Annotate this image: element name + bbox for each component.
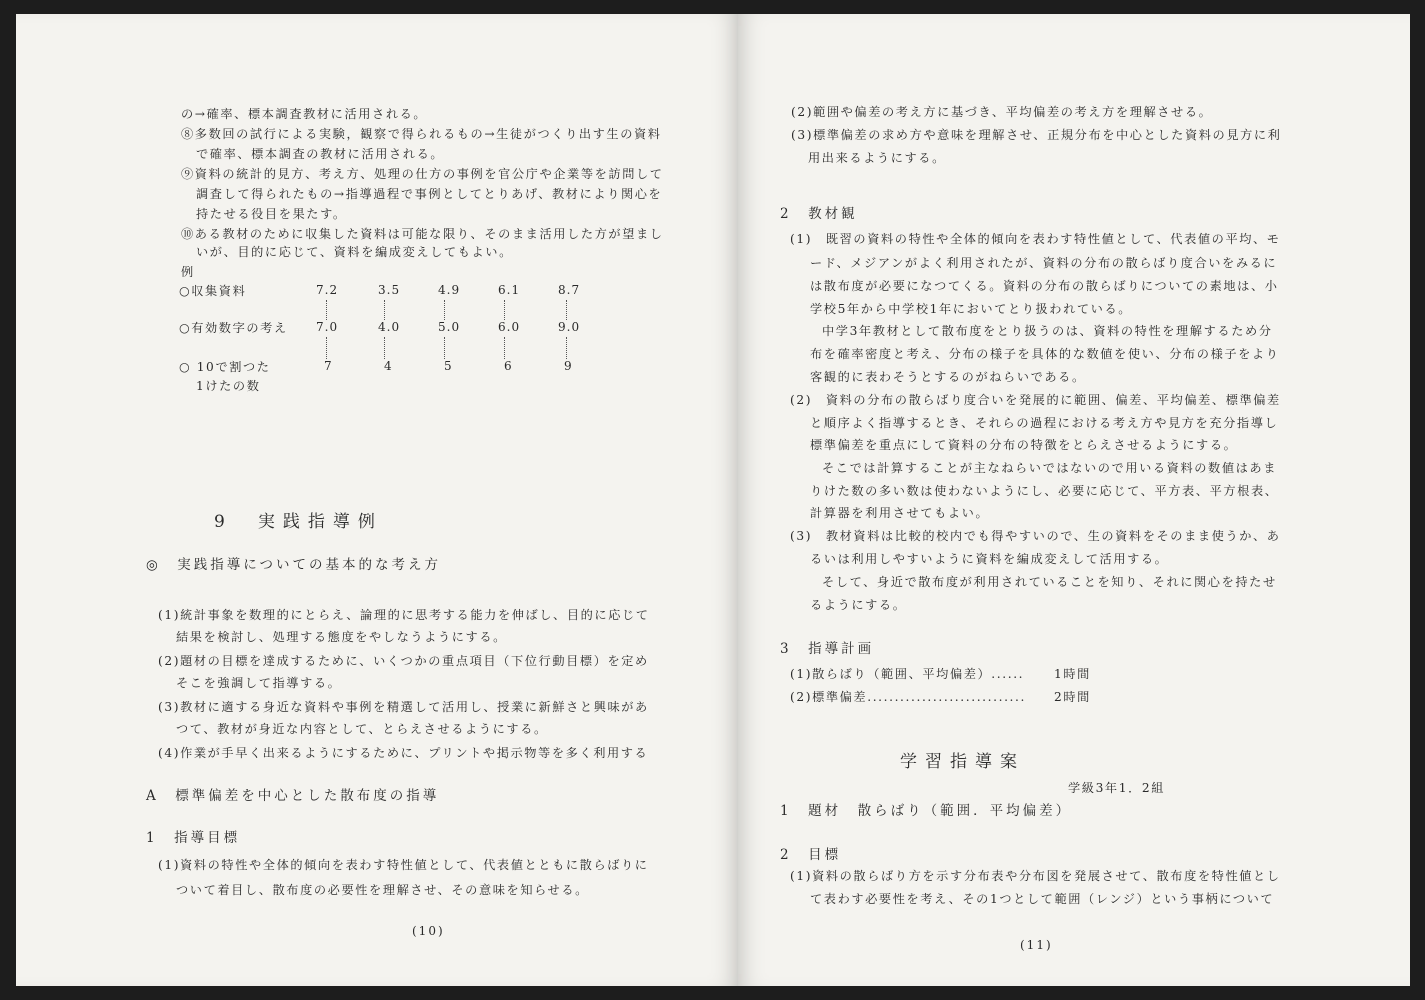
- text-line: (1) 既習の資料の特性や全体的傾向を表わす特性値として、代表値の平均、モ: [790, 232, 1281, 246]
- dotted-connector: [444, 300, 445, 320]
- text-line: るようにする。: [810, 598, 907, 612]
- row-label: ○有効数字の考え: [179, 321, 288, 335]
- heading-1: 1 指導目標: [146, 830, 241, 846]
- plan-hours: 1時間: [1054, 667, 1091, 681]
- dotted-connector: [504, 337, 505, 359]
- text-line: るいは利用しやすいように資料を編成変えして活用する。: [810, 552, 1169, 566]
- text-line: そこでは計算することが主なねらいではないので用いる資料の数値はあま: [822, 461, 1277, 475]
- value-cell: 3.5: [378, 283, 401, 297]
- text-line: そして、身近で散布度が利用されていることを知り、それに関心を持たせ: [822, 575, 1277, 589]
- text-line: (3)標準偏差の求め方や意味を理解させ、正規分布を中心とした資料の見方に利: [791, 128, 1282, 142]
- text-line: は散布度が必要になつてくる。資料の分布の散らばりについての素地は、小: [810, 279, 1279, 293]
- text-line: 学校5年から中学校1年においてとり扱われている。: [810, 302, 1133, 316]
- value-cell: 4.9: [438, 283, 461, 297]
- text-line: いが、目的に応じて、資料を編成変えしてもよい。: [196, 245, 513, 259]
- text-line: ついて着目し、散布度の必要性を理解させ、その意味を知らせる。: [176, 883, 589, 897]
- heading-a: A 標準偏差を中心とした散布度の指導: [146, 788, 440, 804]
- text-line: 用出来るようにする。: [808, 151, 946, 165]
- text-line: つて、教材が身近な内容として、とらえさせるようにする。: [176, 722, 548, 736]
- text-line: ⑧多数回の試行による実験，観察で得られるもの→生徒がつくり出す生の資料: [181, 127, 662, 141]
- value-cell: 5: [444, 359, 453, 373]
- text-line: (1)資料の特性や全体的傾向を表わす特性値として、代表値とともに散らばりに: [158, 858, 649, 872]
- text-line: 例: [181, 265, 195, 279]
- value-cell: 7: [324, 359, 333, 373]
- text-line: (3)教材に適する身近な資料や事例を精選して活用し、授業に新鮮さと興味があ: [158, 700, 649, 714]
- value-cell: 8.7: [558, 283, 581, 297]
- plan-title: 学習指導案: [900, 752, 1025, 772]
- text-line: そこを強調して指導する。: [176, 676, 342, 690]
- text-line: 中学3年教材として散布度をとり扱うのは、資料の特性を理解するため分: [822, 324, 1273, 338]
- value-cell: 9.0: [558, 320, 581, 334]
- heading-goal: 2 目標: [780, 847, 842, 863]
- row-label: ○ 10で割つた: [179, 360, 271, 374]
- text-line: で確率、標本調査の教材に活用される。: [196, 147, 445, 161]
- text-line: 結果を検討し、処理する態度をやしなうようにする。: [176, 630, 507, 644]
- topic-line: 1 題材 散らばり（範囲．平均偏差）: [780, 803, 1073, 819]
- value-cell: 4.0: [378, 320, 401, 334]
- text-line: 布を確率密度と考え、分布の様子を具体的な数値を使い、分布の様子をより: [810, 347, 1280, 361]
- text-line: 客観的に表わそうとするのがねらいである。: [810, 370, 1086, 384]
- dotted-connector: [326, 337, 327, 359]
- plan-hours: 2時間: [1054, 690, 1091, 704]
- dotted-connector: [326, 300, 327, 320]
- text-line: 調査して得られたもの→指導過程で事例としてとりあげ、教材により関心を: [196, 187, 663, 201]
- dotted-connector: [384, 337, 385, 359]
- value-cell: 9: [564, 359, 573, 373]
- text-line: 計算器を利用させてもよい。: [810, 506, 990, 520]
- left-page: [16, 14, 738, 986]
- value-cell: 7.0: [316, 320, 339, 334]
- text-line: ⑩ある教材のために収集した資料は可能な限り、そのまま活用した方が望まし: [181, 227, 664, 241]
- value-cell: 6.0: [498, 320, 521, 334]
- value-cell: 6: [504, 359, 513, 373]
- text-line: の→確率、標本調査教材に活用される。: [181, 107, 428, 121]
- text-line: 持たせる役目を果たす。: [196, 207, 347, 221]
- value-cell: 4: [384, 359, 393, 373]
- page-number: (11): [1020, 938, 1053, 952]
- text-line: (1)統計事象を数理的にとらえ、論理的に思考する能力を伸ばし、目的に応じて: [158, 608, 650, 622]
- dotted-connector: [444, 337, 445, 359]
- right-page: [738, 14, 1410, 986]
- class-label: 学級3年1．2組: [1068, 781, 1165, 795]
- dotted-connector: [566, 300, 567, 320]
- text-line: (1)資料の散らばり方を示す分布表や分布図を発展させて、散布度を特性値とし: [790, 869, 1281, 883]
- text-line: (4)作業が手早く出来るようにするために、プリントや掲示物等を多く利用する: [158, 746, 649, 760]
- row-label: ○収集資料: [179, 284, 247, 298]
- dotted-connector: [384, 300, 385, 320]
- text-line: ード、メジアンがよく利用されたが、資料の分布の散らばり度合いをみるに: [810, 256, 1278, 270]
- text-line: 標準偏差を重点にして資料の分布の特徴をとらえさせるようにする。: [810, 438, 1238, 452]
- heading-3: 3 指導計画: [780, 641, 875, 657]
- text-line: と順序よく指導するとき、それらの過程における考え方や見方を充分指導し: [810, 416, 1279, 430]
- subsection-title: ◎ 実践指導についての基本的な考え方: [146, 557, 442, 573]
- value-cell: 7.2: [316, 283, 339, 297]
- heading-2: 2 教材観: [780, 206, 858, 222]
- text-line: (3) 教材資料は比較的校内でも得やすいので、生の資料をそのまま使うか、あ: [790, 529, 1281, 543]
- value-cell: 6.1: [498, 283, 521, 297]
- value-cell: 5.0: [438, 320, 461, 334]
- row-label: 1けたの数: [196, 379, 261, 393]
- text-line: (2) 資料の分布の散らばり度合いを発展的に範囲、偏差、平均偏差、標準偏差: [790, 393, 1281, 407]
- text-line: (2)範囲や偏差の考え方に基づき、平均偏差の考え方を理解させる。: [791, 105, 1213, 119]
- dotted-connector: [566, 337, 567, 359]
- plan-item: (1)散らばり（範囲、平均偏差）......: [790, 667, 1025, 681]
- text-line: て表わす必要性を考え、その1つとして範囲（レンジ）という事柄について: [810, 892, 1275, 906]
- dotted-connector: [504, 300, 505, 320]
- plan-item: (2)標準偏差.............................: [790, 690, 1026, 704]
- text-line: ⑨資料の統計的見方、考え方、処理の仕方の事例を官公庁や企業等を訪問して: [181, 167, 664, 181]
- text-line: りけた数の多い数は使わないようにし、必要に応じて、平方表、平方根表、: [810, 484, 1279, 498]
- page-number: (10): [412, 924, 445, 938]
- section-title: 9 実践指導例: [214, 512, 383, 532]
- text-line: (2)題材の目標を達成するために、いくつかの重点項目（下位行動目標）を定め: [158, 654, 649, 668]
